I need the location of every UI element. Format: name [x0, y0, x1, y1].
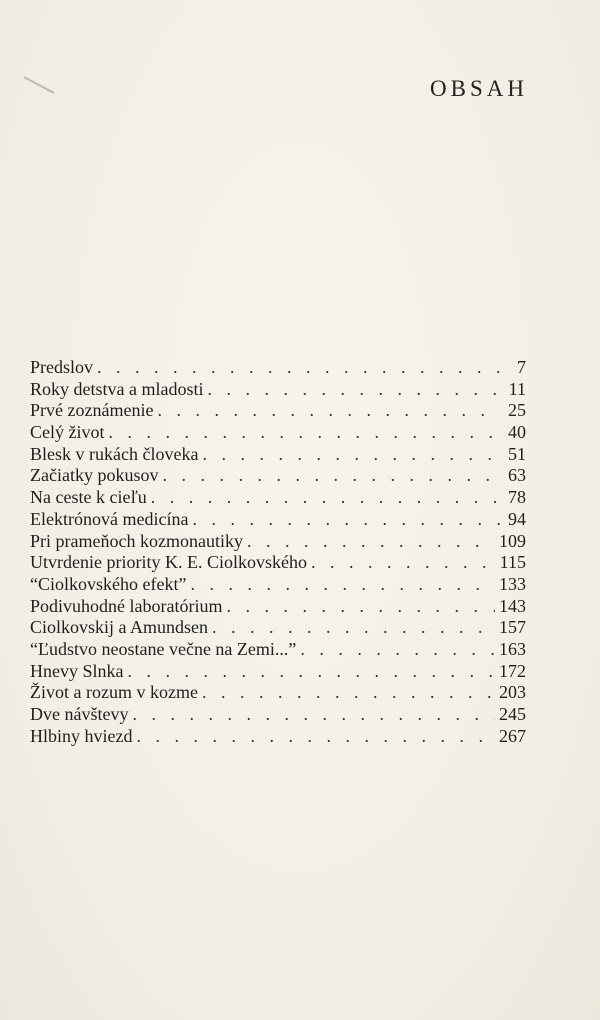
- toc-entry-title: Predslov: [30, 357, 93, 377]
- toc-entry: [30, 639, 526, 661]
- toc-entry-title: Elektrónová medicína: [30, 508, 189, 529]
- toc-dot-leader: [162, 465, 500, 487]
- toc-entry-page: 157: [499, 617, 526, 638]
- toc-entry: [30, 596, 526, 618]
- toc-dot-leader: [151, 487, 500, 509]
- toc-entry-page: 40: [508, 422, 526, 443]
- toc-dot-leader: [207, 379, 500, 401]
- toc-entry: [30, 574, 526, 596]
- toc-entry-page: 78: [508, 487, 526, 508]
- toc-entry: [30, 357, 526, 379]
- toc-entry-title: Blesk v rukách človeka: [30, 443, 199, 464]
- toc-entry-title: Celý život: [30, 422, 105, 443]
- toc-entry: [30, 400, 526, 422]
- toc-dot-leader: [136, 726, 495, 748]
- toc-entry-title: Hnevy Slnka: [30, 660, 124, 681]
- toc-dot-leader: [226, 596, 495, 618]
- toc-entry-page: 267: [499, 725, 526, 746]
- toc-entry-page: 172: [499, 660, 526, 681]
- toc-entry-title: Dve návštevy: [30, 704, 129, 724]
- toc-dot-leader: [109, 422, 501, 444]
- toc-entry-title: “Ciolkovského efekt”: [30, 573, 187, 594]
- toc-entry-page: 163: [499, 638, 526, 659]
- toc-entry-page: 94: [508, 508, 526, 529]
- toc-entry: [30, 509, 526, 531]
- toc-entry: [30, 379, 526, 401]
- toc-entry-page: 63: [508, 465, 526, 486]
- toc-dot-leader: [247, 531, 495, 553]
- toc-entry-page: 25: [508, 400, 526, 421]
- pencil-mark: [24, 76, 55, 94]
- toc-entry: [30, 661, 526, 683]
- toc-entry-page: 203: [499, 682, 526, 703]
- toc-entry-page: 109: [499, 530, 526, 551]
- toc-entry: [30, 617, 526, 639]
- toc-entry-page: 7: [517, 357, 526, 377]
- toc-entry-title: Prvé zoznámenie: [30, 400, 154, 421]
- toc-entry-page: 245: [499, 704, 526, 724]
- toc-entry-title: Na ceste k cieľu: [30, 487, 147, 508]
- toc-dot-leader: [190, 574, 495, 596]
- toc-entry-page: 133: [499, 573, 526, 594]
- toc-entry-title: “Ľudstvo neostane večne na Zemi...”: [30, 638, 297, 659]
- toc-entry-title: Pri prameňoch kozmonautiky: [30, 530, 243, 551]
- toc-dot-leader: [202, 444, 500, 466]
- toc-entry-page: 51: [508, 443, 526, 464]
- toc-dot-leader: [311, 552, 496, 574]
- toc-dot-leader: [128, 661, 496, 683]
- toc-dot-leader: [132, 704, 495, 726]
- toc-entry: [30, 704, 526, 726]
- toc-entry: [30, 487, 526, 509]
- toc-entry: [30, 552, 526, 574]
- toc-entry: [30, 465, 526, 487]
- toc-dot-leader: [202, 682, 495, 704]
- toc-dot-leader: [97, 357, 500, 379]
- toc-entry: [30, 726, 526, 748]
- toc-dot-leader: [192, 509, 500, 531]
- toc-entry-title: Utvrdenie priority K. E. Ciolkovského: [30, 552, 307, 573]
- toc-entry-title: Hlbiny hviezd: [30, 725, 133, 746]
- toc-entry: [30, 531, 526, 553]
- toc-entry-title: Život a rozum v kozme: [30, 682, 198, 703]
- table-of-contents: [30, 357, 526, 747]
- toc-entry: [30, 444, 526, 466]
- page-title: OBSAH: [430, 76, 528, 101]
- toc-entry: [30, 682, 526, 704]
- toc-entry-page: 11: [508, 378, 526, 399]
- toc-dot-leader: [300, 639, 495, 661]
- toc-dot-leader: [157, 400, 500, 422]
- toc-entry-page: 115: [499, 552, 526, 573]
- toc-entry-title: Ciolkovskij a Amundsen: [30, 617, 209, 638]
- toc-entry-title: Začiatky pokusov: [30, 465, 159, 486]
- toc-dot-leader: [212, 617, 495, 639]
- toc-entry: [30, 422, 526, 444]
- toc-entry-title: Podivuhodné laboratórium: [30, 595, 223, 616]
- toc-entry-title: Roky detstva a mladosti: [30, 378, 204, 399]
- toc-entry-page: 143: [499, 595, 526, 616]
